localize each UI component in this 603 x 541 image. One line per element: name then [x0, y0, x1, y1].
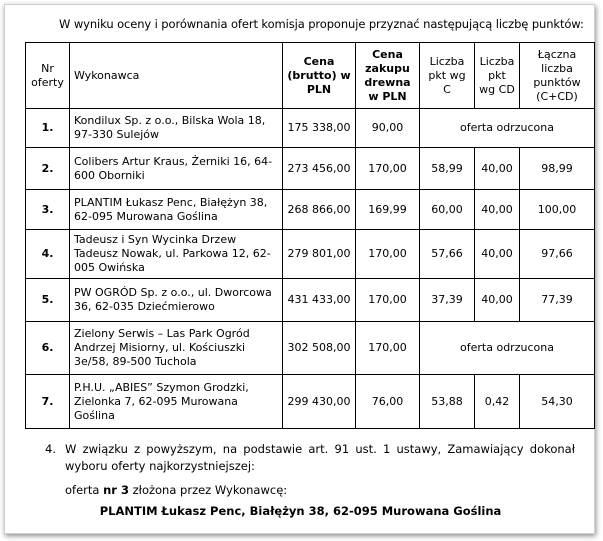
row-nr: 7. [26, 375, 70, 429]
table-row [26, 230, 595, 279]
row-wykonawca: Kondilux Sp. z o.o., Bilska Wola 18, 97-330 Sulejów [70, 109, 283, 148]
row-zakup: 76,00 [356, 375, 420, 429]
row-note: oferta odrzucona [420, 322, 595, 375]
row-cena: 302 508,00 [283, 322, 356, 375]
table-row [26, 109, 595, 148]
row-pkt-cd: 40,00 [475, 279, 520, 322]
row-sum: 77,39 [520, 279, 595, 322]
row-nr: 4. [26, 230, 70, 279]
table-row [26, 279, 595, 322]
row-pkt-c: 37,39 [420, 279, 475, 322]
row-sum: 54,30 [520, 375, 595, 429]
row-sum: 98,99 [520, 148, 595, 190]
row-nr: 1. [26, 109, 70, 148]
row-zakup: 170,00 [356, 322, 420, 375]
row-zakup: 170,00 [356, 230, 420, 279]
row-nr: 5. [26, 279, 70, 322]
table-header-row [26, 43, 595, 109]
row-pkt-cd: 40,00 [475, 148, 520, 190]
paragraph-number: 4. [45, 442, 56, 456]
header-pkt-c: Liczba pkt wg C [420, 43, 475, 109]
winner-name: PLANTIM Łukasz Penc, Białężyn 38, 62-095 Murowana Goślina [99, 504, 502, 518]
row-sum: 97,66 [520, 230, 595, 279]
row-note: oferta odrzucona [420, 109, 595, 148]
header-cena-zakupu: Cena zakupu drewna w PLN [356, 43, 420, 109]
selection-suffix: złożona przez Wykonawcę: [128, 483, 288, 497]
row-nr: 6. [26, 322, 70, 375]
row-cena: 268 866,00 [283, 190, 356, 230]
intro-text: W wyniku oceny i porównania ofert komisja proponuje przyznać następującą liczbę punktów: [59, 17, 584, 31]
row-cena: 279 801,00 [283, 230, 356, 279]
header-cena: Cena (brutto) w PLN [283, 43, 356, 109]
row-wykonawca: Zielony Serwis – Las Park Ogród Andrzej Misiorny, ul. Kościuszki 3e/58, 89-500 Tuchola [70, 322, 283, 375]
row-nr: 3. [26, 190, 70, 230]
row-wykonawca: P.H.U. „ABIES” Szymon Grodzki, Zielonka 7, 62-095 Murowana Goślina [70, 375, 283, 429]
header-pkt-cd: Liczba pkt wg CD [475, 43, 520, 109]
row-pkt-cd: 40,00 [475, 190, 520, 230]
selection-prefix: oferta [65, 483, 104, 497]
row-pkt-cd: 40,00 [475, 230, 520, 279]
header-wykonawca: Wykonawca [70, 43, 283, 109]
table-row [26, 322, 595, 375]
row-cena: 431 433,00 [283, 279, 356, 322]
row-pkt-c: 53,88 [420, 375, 475, 429]
row-pkt-c: 57,66 [420, 230, 475, 279]
table-row [26, 148, 595, 190]
row-cena: 273 456,00 [283, 148, 356, 190]
row-sum: 100,00 [520, 190, 595, 230]
row-cena: 299 430,00 [283, 375, 356, 429]
row-cena: 175 338,00 [283, 109, 356, 148]
header-nr: Nr oferty [26, 43, 70, 109]
scores-table [25, 42, 595, 429]
table-row [26, 190, 595, 230]
row-zakup: 90,00 [356, 109, 420, 148]
row-pkt-c: 58,99 [420, 148, 475, 190]
selection-line [65, 483, 287, 497]
row-wykonawca: PLANTIM Łukasz Penc, Białężyn 38, 62-095 Murowana Goślina [70, 190, 283, 230]
table-row [26, 375, 595, 429]
row-wykonawca: Tadeusz i Syn Wycinka Drzew Tadeusz Nowak, ul. Parkowa 12, 62-005 Owińska [70, 230, 283, 279]
row-zakup: 169,99 [356, 190, 420, 230]
row-wykonawca: PW OGRÓD Sp. z o.o., ul. Dworcowa 36, 62-035 Dziećmierowo [70, 279, 283, 322]
selected-offer: nr 3 [103, 483, 129, 497]
document-page [4, 4, 595, 534]
header-laczna: Łączna liczba punktów (C+CD) [520, 43, 595, 109]
row-wykonawca: Colibers Artur Kraus, Żerniki 16, 64-600 Oborniki [70, 148, 283, 190]
paragraph-text: W związku z powyższym, na podstawie art. 91 ust. 1 ustawy, Zamawiający dokonał wyboru oferty najkorzystniejszej: [65, 442, 575, 473]
row-pkt-cd: 0,42 [475, 375, 520, 429]
row-zakup: 170,00 [356, 279, 420, 322]
row-pkt-c: 60,00 [420, 190, 475, 230]
row-nr: 2. [26, 148, 70, 190]
row-zakup: 170,00 [356, 148, 420, 190]
